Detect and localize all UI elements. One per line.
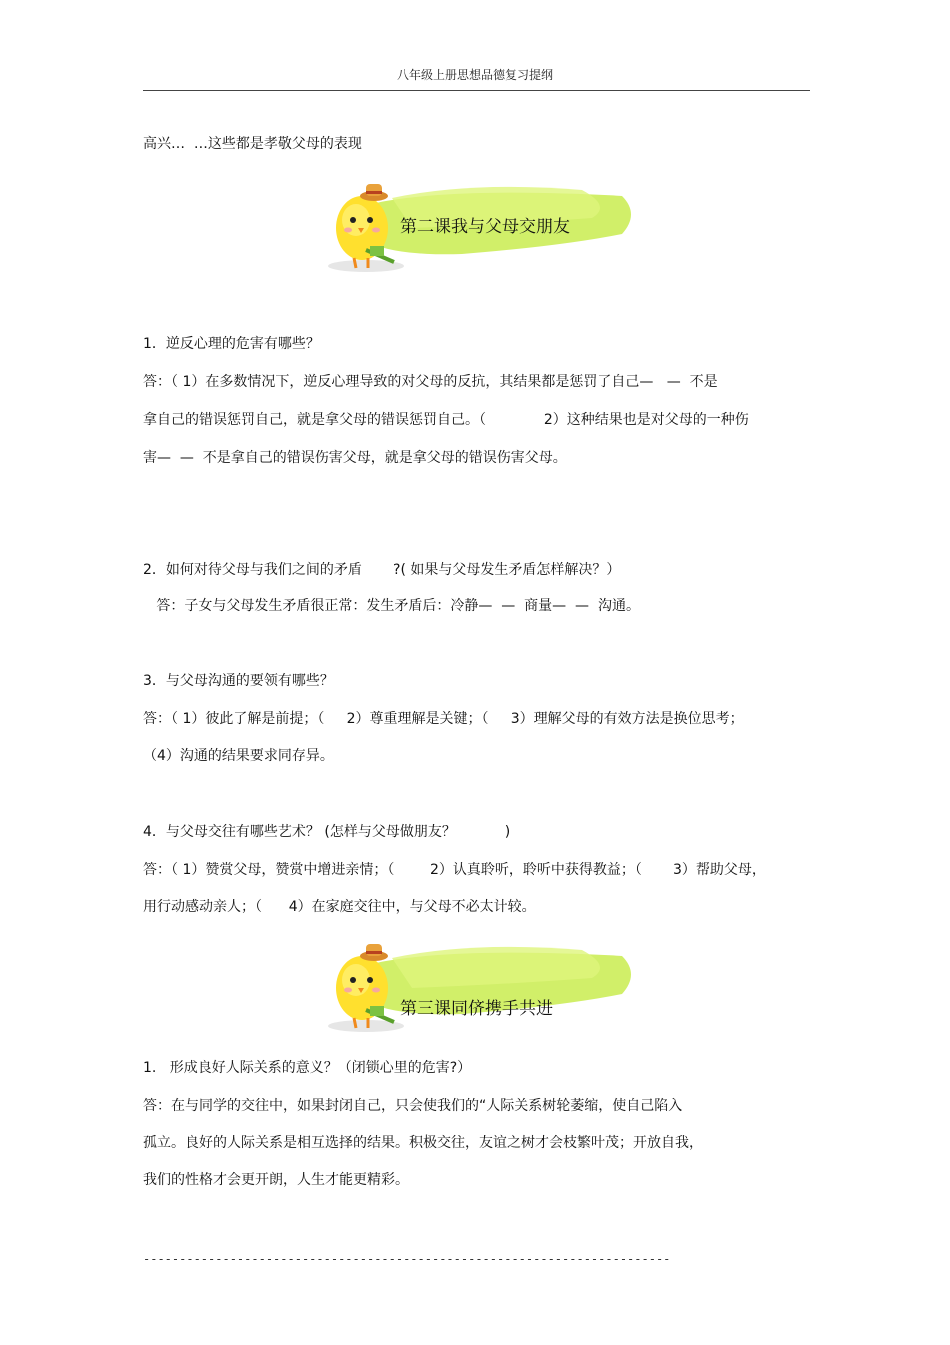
lesson2-banner (322, 176, 642, 276)
lesson2-title: 第二课我与父母交朋友 (400, 217, 570, 237)
footer-dashed-rule: ------------------------------------------------------------------------- (143, 1252, 671, 1266)
lesson3-title: 第三课同侪携手共进 (400, 999, 553, 1019)
lesson2-q4-answer-line: 用行动感动亲人；（ 4）在家庭交往中，与父母不必太计较。 (143, 899, 536, 915)
lesson2-q1-answer-line: 害— — 不是拿自己的错误伤害父母，就是拿父母的错误伤害父母。 (143, 450, 567, 466)
lesson2-q1-question: 1．逆反心理的危害有哪些？ (143, 336, 320, 352)
lesson3-q1-answer-line: 我们的性格才会更开朗，人生才能更精彩。 (143, 1172, 409, 1188)
chick-mascot-icon (322, 936, 642, 1036)
lesson2-q4-answer-line: 答：（ 1）赞赏父母，赞赏中增进亲情；（ 2）认真聆听，聆听中获得教益；（ 3）帮助父母， (143, 862, 766, 878)
lesson2-q2-question: 2．如何对待父母与我们之间的矛盾 ?( 如果与父母发生矛盾怎样解决？） (143, 562, 621, 578)
page-header-title: 八年级上册思想品德复习提纲 (396, 68, 553, 82)
intro-text: 高兴… …这些都是孝敬父母的表现 (143, 136, 362, 152)
lesson3-banner (322, 936, 642, 1036)
lesson2-q3-answer-line: （4）沟通的结果要求同存异。 (143, 748, 334, 764)
lesson2-q3-question: 3．与父母沟通的要领有哪些？ (143, 673, 334, 689)
header-rule (143, 90, 810, 91)
lesson2-q1-answer-line: 拿自己的错误惩罚自己，就是拿父母的错误惩罚自己。（ 2）这种结果也是对父母的一种伤 (143, 412, 749, 428)
lesson3-q1-question: 1. 形成良好人际关系的意义？（闭锁心里的危害?） (143, 1060, 472, 1076)
lesson2-q2-answer-line: 答：子女与父母发生矛盾很正常：发生矛盾后：冷静— — 商量— — 沟通。 (143, 598, 640, 614)
lesson2-q1-answer-line: 答：（ 1）在多数情况下，逆反心理导致的对父母的反抗，其结果都是惩罚了自己— — 不是 (143, 374, 718, 390)
lesson2-q3-answer-line: 答：（ 1）彼此了解是前提；（ 2）尊重理解是关键；（ 3）理解父母的有效方法是换位思考； (143, 711, 744, 727)
lesson3-q1-answer-line: 孤立。良好的人际关系是相互选择的结果。积极交往，友谊之树才会枝繁叶茂；开放自我， (143, 1135, 703, 1151)
lesson3-q1-answer-line: 答：在与同学的交往中，如果封闭自己，只会使我们的“人际关系树轮萎缩，使自己陷入 (143, 1098, 683, 1114)
lesson2-q4-question: 4．与父母交往有哪些艺术？ (怎样与父母做朋友？ ) (143, 824, 511, 840)
